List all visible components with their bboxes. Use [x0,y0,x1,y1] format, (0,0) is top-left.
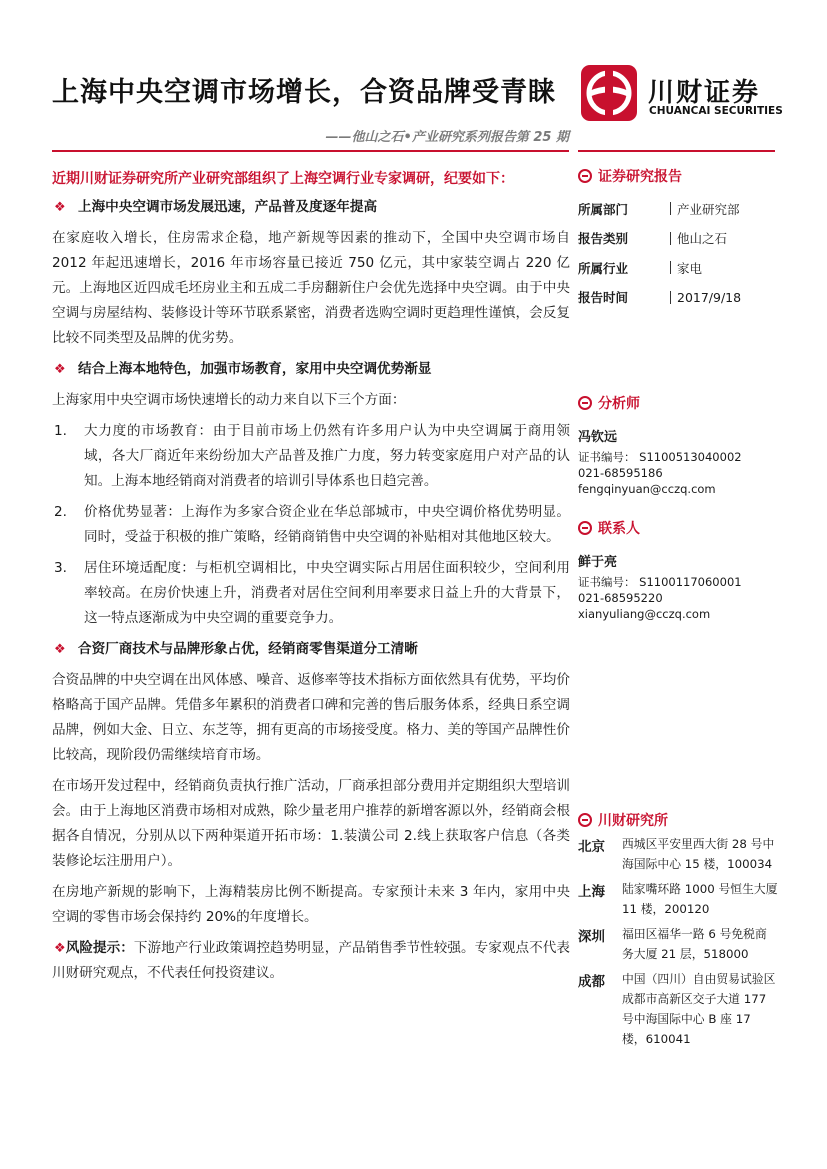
item-text: 价格优势显著：上海作为多家合资企业在华总部城市，中央空调价格优势明显。同时，受益于积极的推广策略，经销商销售中央空调的补贴相对其他地区较大。 [84,504,570,545]
office-address: 西城区平安里西大街 28 号中海国际中心 15 楼，100034 [622,837,775,871]
body-paragraph: 在房地产新规的影响下，上海精装房比例不断提高。专家预计未来 3 年内，家用中央空调的零售市场会保持约 20%的年度增长。 [52,884,570,925]
office-city: 成都 [578,974,605,990]
report-info-row [578,253,778,283]
analyst-cert: 证书编号： S1100513040002 [578,450,742,464]
value-separator [670,202,671,215]
contact-heading [578,518,778,538]
numbered-item [52,500,570,550]
report-info-key: 所属行业 [578,260,629,276]
item-number: 3. [54,560,67,576]
diamond-bullet-icon: ❖ [54,642,66,657]
report-info-heading-text: 证券研究报告 [598,169,682,185]
circle-e-icon [578,169,592,183]
body-paragraph: 在市场开发过程中，经销商负责执行推广活动，厂商承担部分费用并定期组织大型培训会。由于上海地区消费市场相对成熟，除少量老用户推荐的新增客源以外，经销商会根据各自情况，分别从以下两种渠道开拓市场：1.装潢公司 2.线上获取客户信息（各类装修论坛注册用户）。 [52,778,570,869]
value-separator [670,261,671,274]
diamond-bullet-icon: ❖ [54,200,66,215]
office-entry [578,924,778,964]
contact-phone: 021-68595220 [578,591,663,605]
office-list [578,834,778,1054]
value-separator [670,291,671,304]
analyst-name: 冯钦远 [578,430,618,445]
numbered-item [52,556,570,631]
circle-e-icon [578,813,592,827]
chuancai-logo [580,64,783,124]
contact-card [578,555,778,622]
office-address: 福田区福华一路 6 号免税商务大厦 21 层，518000 [622,927,767,961]
item-text: 居住环境适配度：与柜机空调相比，中央空调实际占用居住面积较少，空间利用率较高。在房价快速上升，消费者对居住空间利用率要求日益上升的大背景下，这一特点逐渐成为中央空调的重要竞争力。 [84,560,570,626]
report-subtitle: ——他山之石•产业研究系列报告第 25 期 [325,130,569,145]
section-heading [52,637,570,662]
office-entry [578,834,778,874]
item-number: 1. [54,423,67,439]
office-address: 陆家嘴环路 1000 号恒生大厦 11 楼，200120 [622,882,778,916]
risk-warning [52,936,570,986]
section-heading-text: 结合上海本地特色，加强市场教育，家用中央空调优势渐显 [78,361,432,377]
report-info-value: 产业研究部 [677,201,740,217]
circle-e-icon [578,521,592,535]
institute-heading [578,810,778,830]
office-city: 北京 [578,839,605,855]
risk-label: 风险提示： [65,940,134,956]
office-address: 中国（四川）自由贸易试验区成都市高新区交子大道 177 号中海国际中心 B 座 17 楼，610041 [622,972,776,1046]
office-entry [578,879,778,919]
office-city: 上海 [578,884,605,900]
report-info-value: 家电 [677,260,703,276]
logo-emblem-icon [580,64,638,122]
section-heading [52,195,570,220]
office-city: 深圳 [578,929,605,945]
analyst-heading [578,393,778,413]
report-info-row [578,283,778,313]
analyst-heading-text: 分析师 [598,396,640,412]
report-info-value: 2017/9/18 [677,289,742,305]
item-text: 大力度的市场教育：由于目前市场上仍然有许多用户认为中央空调属于商用领域，各大厂商近年来纷纷加大产品普及推广力度，努力转变家庭用户对产品的认知。上海本地经销商对消费者的培训引导体系也日趋完善。 [84,423,570,489]
body-paragraph: 合资品牌的中央空调在出风体感、噪音、返修率等技术指标方面依然具有优势，平均价格略高于国产品牌。凭借多年累积的消费者口碑和完善的售后服务体系，经典日系空调品牌，例如大金、日立、东芝等，拥有更高的市场接受度。格力、美的等国产品牌性价比较高，现阶段仍需继续培育市场。 [52,672,570,763]
diamond-bullet-icon: ❖ [54,362,66,377]
section-heading-text: 合资厂商技术与品牌形象占优，经销商零售渠道分工清晰 [78,641,418,657]
report-info-heading [578,166,778,186]
report-info-row [578,224,778,254]
report-title: 上海中央空调市场增长，合资品牌受青睐 [52,77,556,108]
header-divider-right [578,150,775,152]
office-entry [578,969,778,1049]
report-info-table [578,194,778,312]
body-paragraph: 上海家用中央空调市场快速增长的动力来自以下三个方面： [52,392,406,408]
body-paragraph: 在家庭收入增长，住房需求企稳，地产新规等因素的推动下，全国中央空调市场自 2012 年起迅速增长，2016 年市场容量已接近 750 亿元，其中家装空调占 220 亿元。上海地区近四成毛坯房业主和五成二手房翻新住户会优先选择中央空调。由于中央空调与房屋结构、装修设计等环节联系紧密，消费者选购空调时更趋理性谨慎，会反复比较不同类型及品牌的优劣势。 [52,230,570,346]
item-number: 2. [54,504,67,520]
report-info-value: 他山之石 [677,231,728,247]
report-info-key: 所属部门 [578,201,629,217]
numbered-item [52,419,570,494]
contact-name: 鲜于亮 [578,555,618,570]
diamond-bullet-icon: ❖ [54,941,66,956]
intro-line: 近期川财证券研究所产业研究部组织了上海空调行业专家调研，纪要如下： [52,171,514,187]
analyst-email[interactable]: fengqinyuan@cczq.com [578,482,716,496]
header-divider-left [52,150,569,152]
contact-heading-text: 联系人 [598,521,640,537]
section-heading-text: 上海中央空调市场发展迅速，产品普及度逐年提高 [78,199,378,215]
report-info-row [578,194,778,224]
analyst-phone: 021-68595186 [578,466,663,480]
contact-email[interactable]: xianyuliang@cczq.com [578,607,711,621]
report-info-key: 报告时间 [578,290,629,306]
institute-heading-text: 川财研究所 [598,813,668,829]
value-separator [670,232,671,245]
main-column [52,195,570,986]
circle-e-icon [578,396,592,410]
section-heading [52,357,570,382]
logo-name-cn: 川财证券 [648,78,761,108]
contact-cert: 证书编号： S1100117060001 [578,575,742,589]
risk-text: 下游地产行业政策调控趋势明显，产品销售季节性较强。专家观点不代表川财研究观点，不代表任何投资建议。 [52,940,571,981]
logo-name-en: CHUANCAI SECURITIES [649,105,783,117]
report-info-key: 报告类别 [578,231,629,247]
analyst-card [578,430,778,497]
